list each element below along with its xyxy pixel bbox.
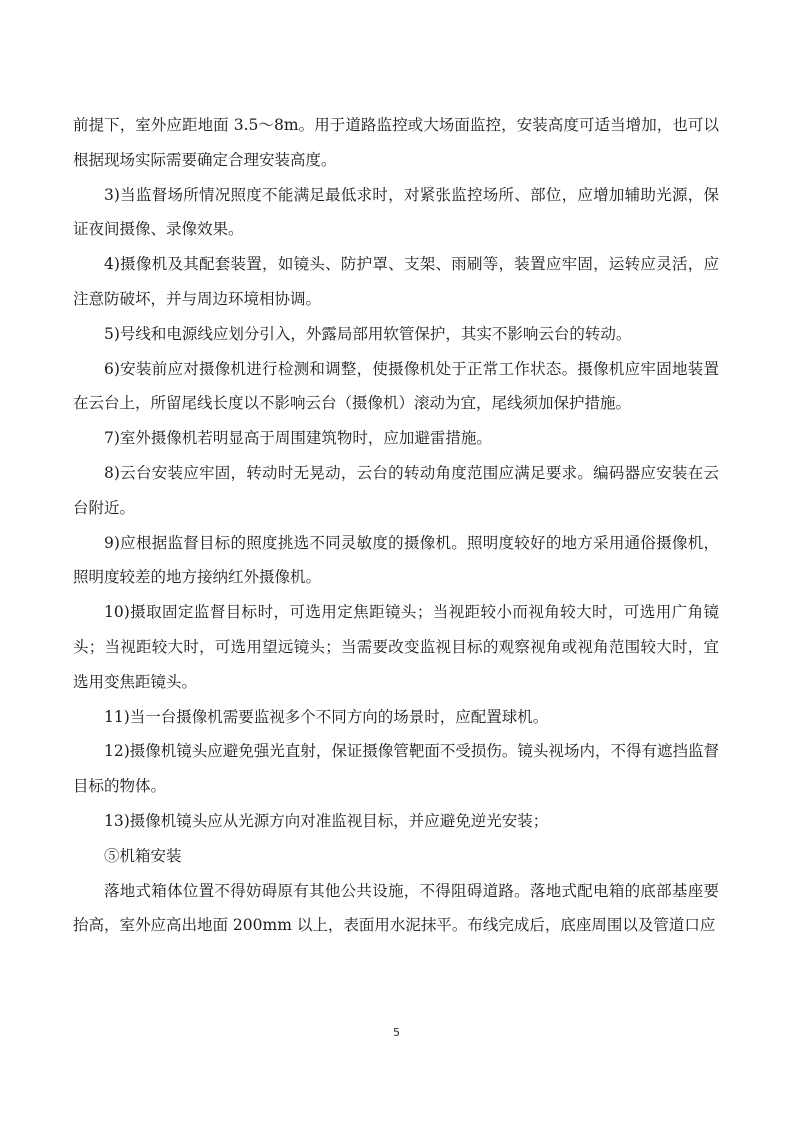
paragraph-item-6: 6)安装前应对摄像机进行检测和调整，使摄像机处于正常工作状态。摄像机应牢固地装置在云台上，所留尾线长度以不影响云台（摄像机）滚动为宜，尾线须加保护措施。 <box>73 359 719 413</box>
paragraph-item-8: 8)云台安装应牢固，转动时无晃动，云台的转动角度范围应满足要求。编码器应安装在云台附近。 <box>73 463 719 517</box>
paragraph-continuation: 前提下，室外应距地面 3.5～8m。用于道路监控或大场面监控，安装高度可适当增加，也可以根据现场实际需要确定合理安装高度。 <box>73 116 719 169</box>
section-heading-cabinet-installation: ⑤机箱安装 <box>104 846 182 865</box>
paragraph-item-7: 7)室外摄像机若明显高于周围建筑物时，应加避雷措施。 <box>104 429 492 448</box>
paragraph-item-13: 13)摄像机镜头应从光源方向对准监视目标，并应避免逆光安装； <box>104 811 549 830</box>
paragraph-item-4: 4)摄像机及其配套装置，如镜头、防护罩、支架、雨刷等，装置应牢固，运转应灵活，应注意防破坏，并与周边环境相协调。 <box>73 255 719 308</box>
paragraph-item-10: 10)摄取固定监督目标时，可选用定焦距镜头；当视距较小而视角较大时，可选用广角镜头；当视距较大时，可选用望远镜头；当需要改变监视目标的观察视角或视角范围较大时，宜选用变焦距镜头。 <box>73 603 719 691</box>
paragraph-cabinet-body: 落地式箱体位置不得妨碍原有其他公共设施，不得阻碍道路。落地式配电箱的底部基座要抬高，室外应高出地面 200mm 以上，表面用水泥抹平。布线完成后，底座周围以及管道口应 <box>73 881 719 935</box>
paragraph-item-12: 12)摄像机镜头应避免强光直射，保证摄像管靶面不受损伤。镜头视场内，不得有遮挡监督目标的物体。 <box>73 742 719 796</box>
paragraph-item-5: 5)号线和电源线应划分引入，外露局部用软管保护，其实不影响云台的转动。 <box>104 324 632 343</box>
paragraph-item-3: 3)当监督场所情况照度不能满足最低求时，对紧张监控场所、部位，应增加辅助光源，保证夜间摄像、录像效果。 <box>73 185 719 239</box>
paragraph-item-9: 9)应根据监督目标的照度挑选不同灵敏度的摄像机。照明度较好的地方采用通俗摄像机，照明度较差的地方接纳红外摄像机。 <box>73 533 719 587</box>
page-number: 5 <box>393 1026 400 1039</box>
paragraph-item-11: 11)当一台摄像机需要监视多个不同方向的场景时，应配置球机。 <box>104 707 549 726</box>
body-text <box>73 108 719 943</box>
